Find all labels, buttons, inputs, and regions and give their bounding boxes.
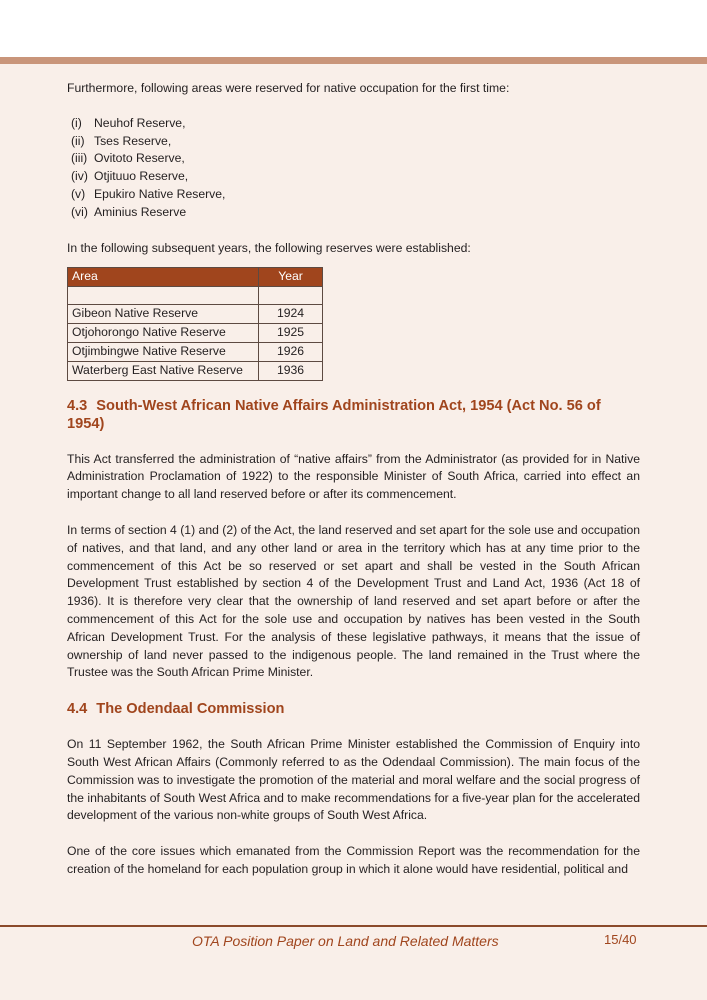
table-row [68,342,323,361]
list-item [71,204,640,222]
list-item [71,186,640,204]
table-cell-area: Otjohorongo Native Reserve [68,324,259,343]
section-title: South-West African Native Affairs Administration Act, 1954 (Act No. 56 of 1954) [67,397,601,432]
table-row [68,324,323,343]
list-item-number: (v) [71,186,86,201]
list-item [71,115,640,133]
list-item-number: (iii) [71,151,88,166]
intro-paragraph: Furthermore, following areas were reserved for native occupation for the first time: [67,81,510,95]
footer-rule [0,925,707,927]
header-rule [0,57,707,64]
table-row [68,305,323,324]
page-content [67,80,640,897]
list-item-label: Otjituuo Reserve, [94,169,189,184]
table-intro-paragraph: In the following subsequent years, the following reserves were established: [67,240,471,255]
section-paragraph: This Act transferred the administration of “native affairs” from the Administrator (as provided for in Native Administration Proclamation of 1922) to the responsible Minister of South Africa, carried into effect an important change to all land reserved before or after its commencement. [67,451,640,502]
section-number: 4.3 [67,397,88,414]
section-title: The Odendaal Commission [96,701,285,718]
list-item-label: Tses Reserve, [94,133,172,148]
table-cell-area: Otjimbingwe Native Reserve [68,342,259,361]
table-cell-year: 1936 [259,361,323,380]
table-cell-area: Waterberg East Native Reserve [68,361,259,380]
footer-title: OTA Position Paper on Land and Related Matters [192,933,499,949]
section-paragraph: In terms of section 4 (1) and (2) of the Act, the land reserved and set apart for the sole use and occupation of natives, and that land, and any other land or area in the territory which has at any time prior to the commencement of this Act be so reserved or set apart and shall be vested in the South African Development Trust established by section 4 of the Development Trust and Land Act, 1936 (Act 18 of 1936). It is therefore very clear that the ownership of land reserved and set apart before or after the commencement of this Act for the sole use and occupation by natives has been vested in the South African Development Trust. For the analysis of these legislative pathways, it means that the issue of ownership of land never passed to the indigenous people. The land remained in the Trust where the Trustee was the South African Prime Minister. [67,522,640,680]
list-item-number: (i) [71,115,82,130]
column-header-area: Area [68,268,259,287]
reserves-table [67,267,323,380]
list-item-number: (iv) [71,169,88,184]
section-heading-4-4 [67,700,640,718]
list-item [71,168,640,186]
list-item-label: Aminius Reserve [94,204,187,219]
section-paragraph: On 11 September 1962, the South African Prime Minister established the Commission of Enquiry into South West African Affairs (Commonly referred to as the Odendaal Commission). The main focus of the Commission was to investigate the promotion of the material and moral welfare and the social progress of the inhabitants of South West Africa and to make recommendations for a five-year plan for the accelerated development of the various non-white groups of South West Africa. [67,737,640,823]
list-item-label: Ovitoto Reserve, [94,151,185,166]
table-row-empty [68,287,323,305]
list-item [71,133,640,151]
list-item-label: Epukiro Native Reserve, [94,186,226,201]
table-header-row [68,268,323,287]
table-cell-year: 1924 [259,305,323,324]
list-item-number: (vi) [71,204,88,219]
table-cell-year: 1926 [259,342,323,361]
list-item-number: (ii) [71,133,85,148]
list-item [71,150,640,168]
section-heading-4-3 [67,397,640,433]
list-item-label: Neuhof Reserve, [94,115,186,130]
section-paragraph: One of the core issues which emanated from the Commission Report was the recommendation for the creation of the homeland for each population group in which it alone would have residential, political and [67,844,640,876]
column-header-year: Year [259,268,323,287]
page-number: 15/40 [604,932,637,947]
reserves-list [67,115,640,222]
table-cell-area: Gibeon Native Reserve [68,305,259,324]
table-row [68,361,323,380]
table-cell-year: 1925 [259,324,323,343]
section-number: 4.4 [67,701,88,718]
top-margin [0,0,707,57]
